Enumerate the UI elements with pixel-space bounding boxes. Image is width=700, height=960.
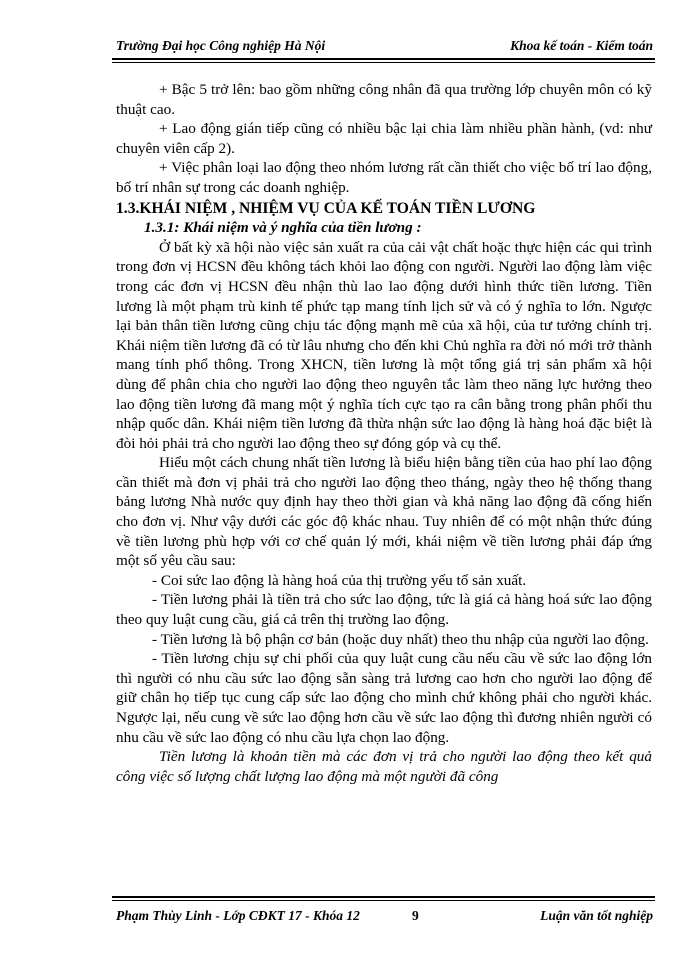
header-department: Khoa kế toán - Kiểm toán: [510, 38, 653, 53]
page-footer: [112, 908, 655, 928]
header-school: Trường Đại học Công nghiệp Hà Nội: [116, 38, 326, 53]
list-item: - Coi sức lao động là hàng hoá của thị trường yếu tố sản xuất.: [152, 571, 527, 589]
header-rule-thick: [112, 58, 655, 60]
paragraph-classification: + Việc phân loại lao động theo nhóm lương rất cần thiết cho việc bố trí lao động, bố trí nhân sự trong các doanh nghiệp.: [116, 159, 652, 196]
paragraph-italic-definition: Tiền lương là khoản tiền mà các đơn vị trả cho người lao động theo kết quả công việc số lượng chất lượng lao động mà một người đã công: [116, 748, 652, 785]
paragraph-grade5: + Bậc 5 trở lên: bao gồm những công nhân đã qua trường lớp chuyên môn có kỹ thuật cao.: [116, 81, 652, 118]
page-header: [112, 38, 655, 58]
paragraph-wage-concept: Ở bất kỳ xã hội nào việc sản xuất ra của cải vật chất hoặc thực hiện các qui trình trong đơn vị HCSN đều không tách khỏi lao động con người. Người lao động làm việc trong các đơn vị HCSN đều nhận thù lao lao động dưới hình thức tiền lương. Tiền lương là một phạm trù kinh tế phức tạp mang tính lịch sử và có ý nghĩa to lớn. Ngược lại bản thân tiền lương cũng chịu tác động mạnh mẽ của xã hội, của tư tưởng chính trị. Khái niệm tiền lương đã có từ lâu nhưng cho đến khi Chủ nghĩa ra đời nó mới trở thành mang tính phổ thông. Trong XHCN, tiền lương là một tổng giá trị sản phẩm xã hội dùng để phân chia cho người lao động theo nguyên tắc làm theo năng lực hưởng theo lao động tiền lương đã mang một ý nghĩa tích cực tạo ra cân bằng trong phân phối thu nhập quốc dân. Khái niệm tiền lương đã thừa nhận sức lao động là hàng hoá đặc biệt là đòi hỏi phải trả cho người lao động theo sự đóng góp và cụ thể.: [116, 238, 652, 452]
paragraph-indirect-labor: + Lao động gián tiếp cũng có nhiều bậc lại chia làm nhiều phần hành, (vd: như chuyên viên cấp 2).: [116, 120, 652, 157]
list-item: - Tiền lương chịu sự chi phối của quy luật cung cầu nếu cầu về sức lao động lớn thì người có nhu cầu sức lao động sẵn sàng trả lương cao hơn cho người lao động để giữ chân họ tiếp tục cung cấp sức lao động cho mình chứ không phải cho người khác. Ngược lại, nếu cung về sức lao động hơn cầu về sức lao động thì đương nhiên người có nhu cầu về sức lao động có nhu cầu lựa chọn lao động.: [116, 650, 652, 746]
list-item: - Tiền lương là bộ phận cơ bản (hoặc duy nhất) theo thu nhập của người lao động.: [152, 630, 649, 648]
page-number: 9: [412, 908, 419, 923]
footer-rule-thin: [112, 900, 655, 901]
footer-author: Phạm Thùy Linh - Lớp CĐKT 17 - Khóa 12: [116, 908, 360, 923]
subsection-heading: 1.3.1: Khái niệm và ý nghĩa của tiền lương :: [144, 219, 422, 237]
paragraph-wage-definition: Hiểu một cách chung nhất tiền lương là biểu hiện bằng tiền của hao phí lao động cần thiết mà đơn vị phải trả cho người lao động theo tháng, ngày theo hệ thống thang bảng lương Nhà nước quy định hay theo thời gian và khả năng lao động đã cống hiến cho đơn vị. Như vậy dưới các góc độ khác nhau. Tuy nhiên để có một nhận thức đúng về tiền lương phù hợp với cơ chế quản lý mới, khái niệm về tiền lương phải đáp ứng một số yêu cầu sau:: [116, 454, 652, 570]
section-heading: 1.3.KHÁI NIỆM , NHIỆM VỤ CỦA KẾ TOÁN TIỀN LƯƠNG: [116, 199, 536, 217]
footer-rule-thick: [112, 896, 655, 898]
footer-thesis-label: Luận văn tốt nghiệp: [540, 908, 653, 923]
document-body: [116, 80, 652, 786]
header-rule-thin: [112, 62, 655, 63]
list-item: - Tiền lương phải là tiền trả cho sức lao động, tức là giá cả hàng hoá sức lao động theo quy luật cung cầu, giá cả trên thị trường lao động.: [116, 591, 652, 629]
